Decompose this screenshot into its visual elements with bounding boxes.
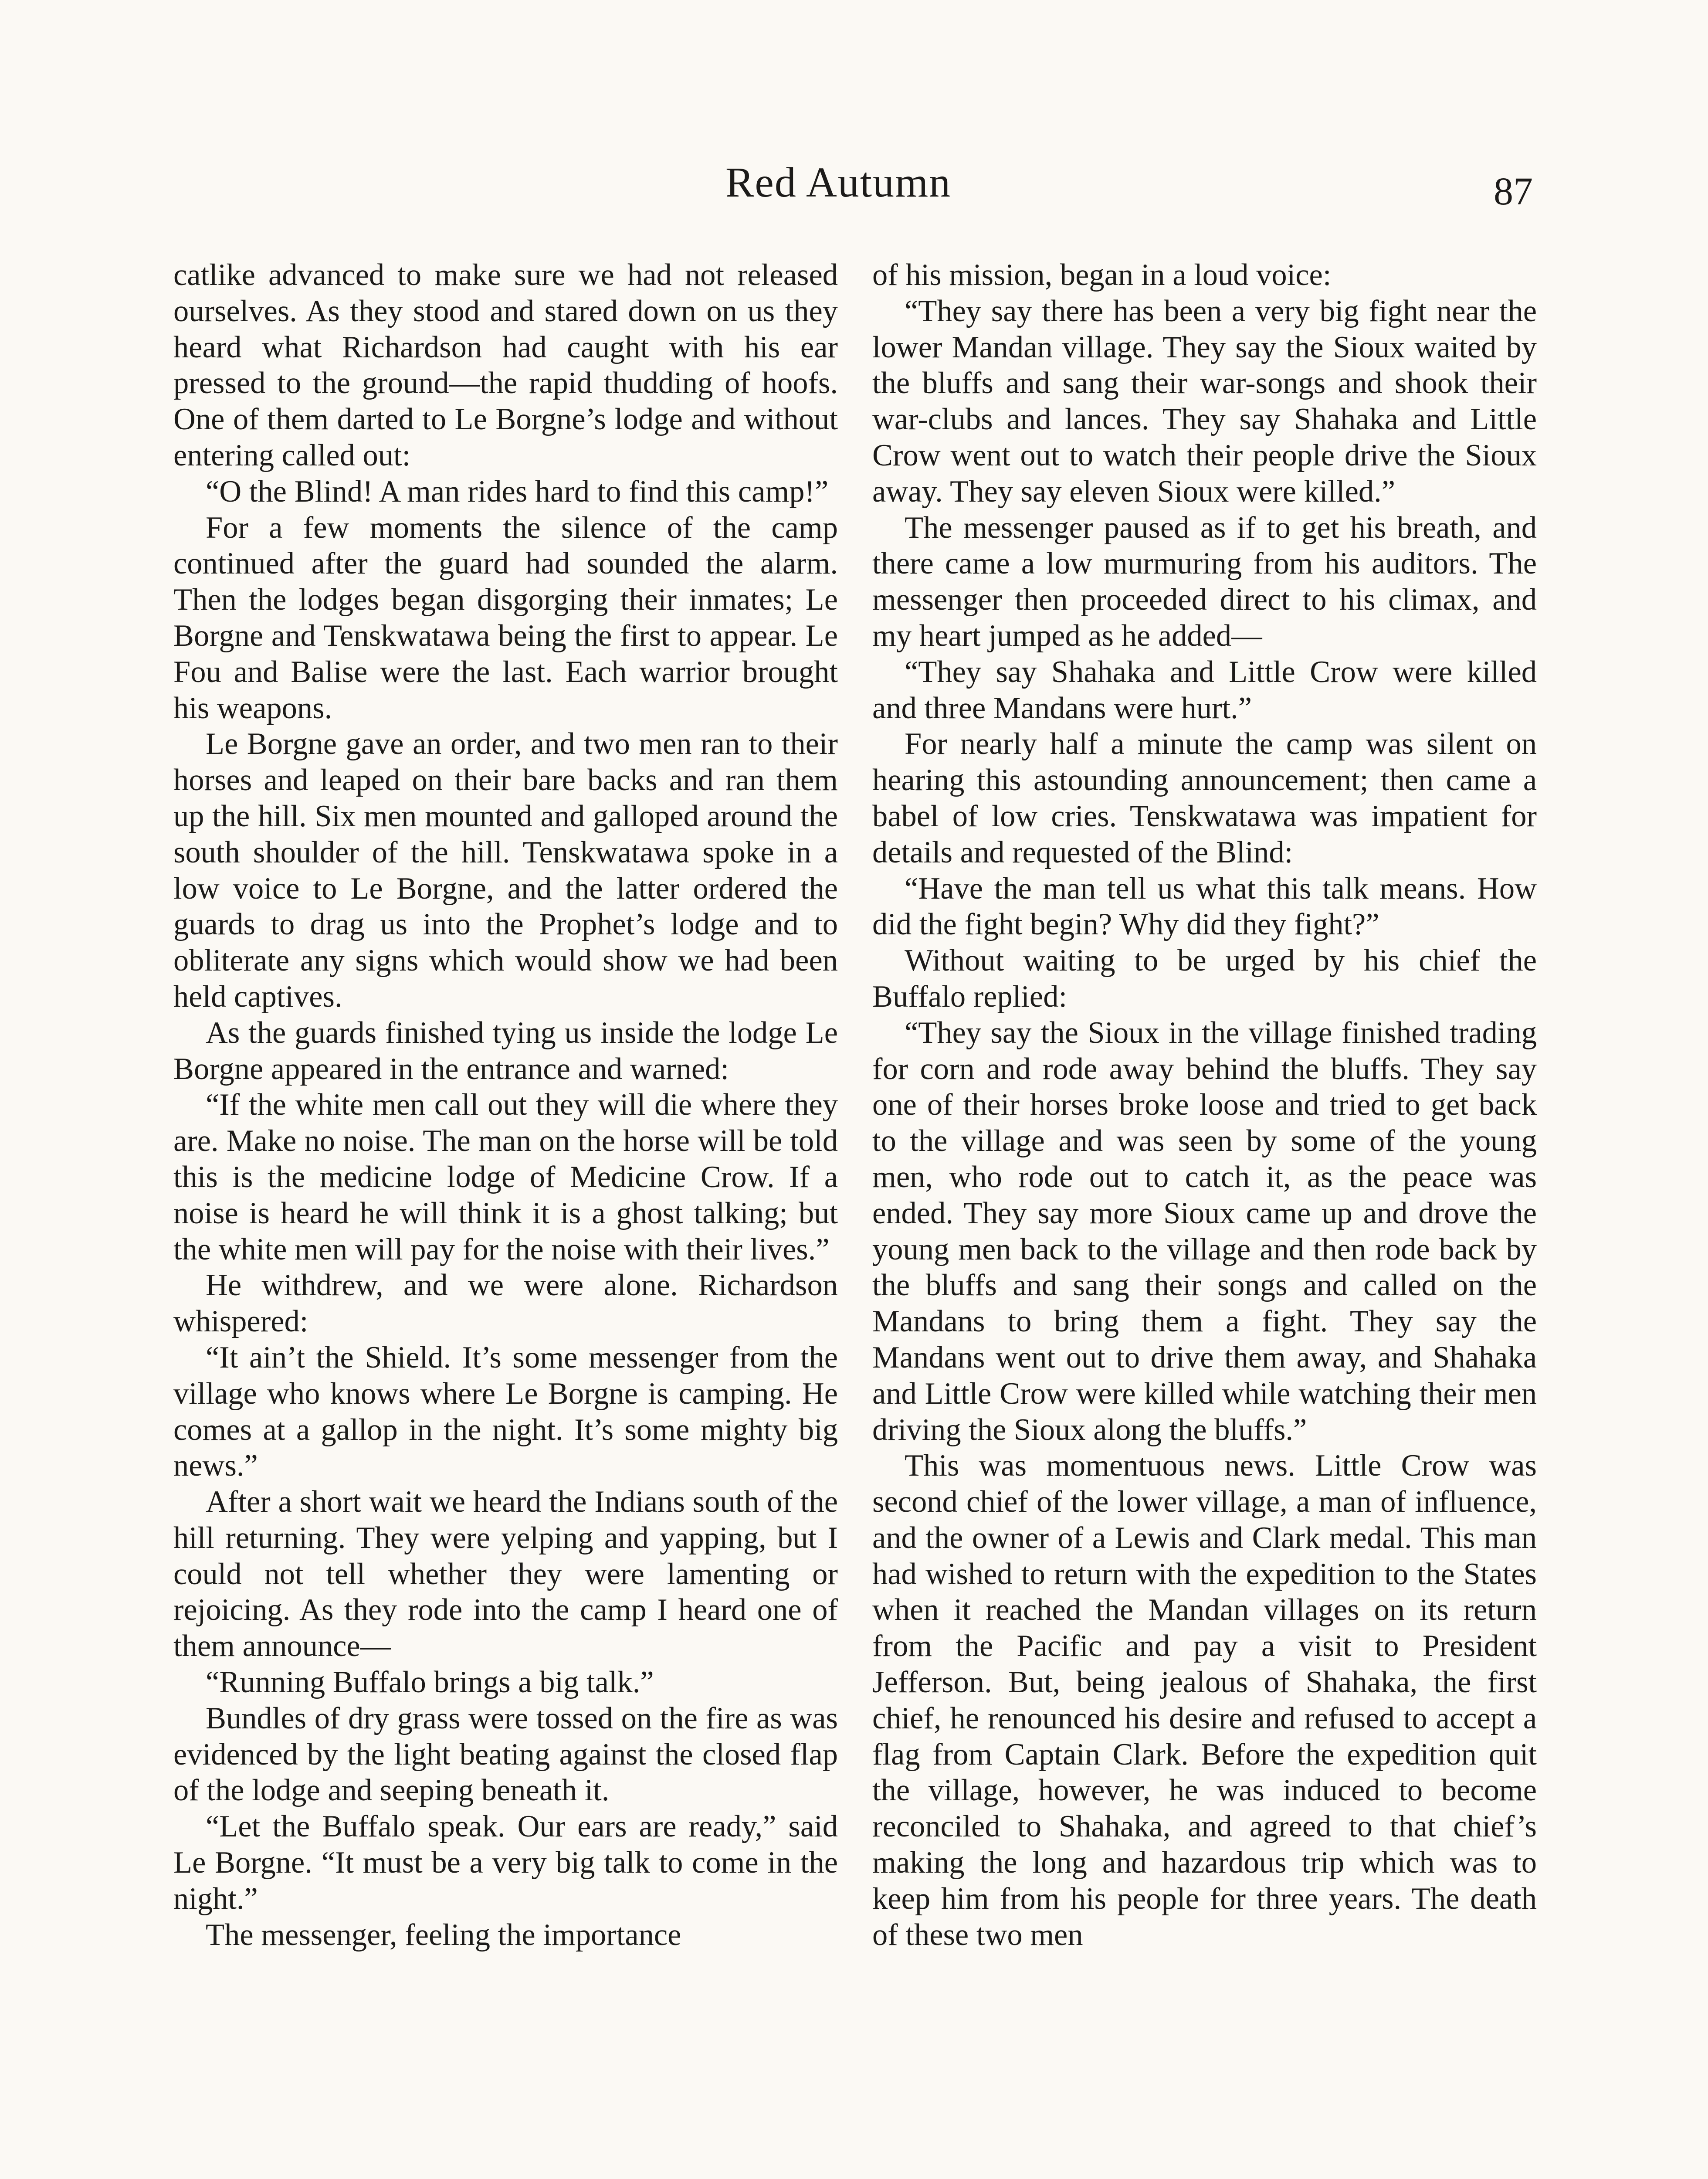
paragraph: “Let the Buffalo speak. Our ears are ready,” said Le Borgne. “It must be a very big talk to come in the night.” [173, 1809, 838, 1916]
paragraph: of his mission, began in a loud voice: [872, 258, 1332, 292]
paragraph: “Have the man tell us what this talk means. How did the fight begin? Why did they fight?” [872, 871, 1537, 942]
running-header: Red Autumn [725, 159, 952, 206]
paragraph: “If the white men call out they will die where they are. Make no noise. The man on the horse will be told this is the medicine lodge of Medicine Crow. If a noise is heard he will think it is a ghost talking; but the white men will pay for the noise with their lives.” [173, 1088, 838, 1266]
paragraph: Bundles of dry grass were tossed on the fire as was evidenced by the light beating against the closed flap of the lodge and seeping beneath it. [173, 1701, 838, 1808]
paragraph: “It ain’t the Shield. It’s some messenger from the village who knows where Le Borgne is camping. He comes at a gallop in the night. It’s some mighty big news.” [173, 1340, 838, 1483]
paragraph: Without waiting to be urged by his chief the Buffalo replied: [872, 944, 1537, 1014]
paragraph: catlike advanced to make sure we had not released ourselves. As they stood and stared down on us they heard what Richardson had caught with his ear pressed to the ground—the rapid thudding of hoofs. One of them darted to Le Borgne’s lodge and without entering called out: [173, 258, 838, 472]
paragraph: “They say there has been a very big fight near the lower Mandan village. They say the Sioux waited by the bluffs and sang their war-songs and shook their war-clubs and lances. They say Shahaka and Little Crow went out to watch their people drive the Sioux away. They say eleven Sioux were killed.” [872, 294, 1537, 509]
paragraph: For a few moments the silence of the camp continued after the guard had sounded the alarm. Then the lodges began disgorging their inmates; Le Borgne and Tenskwatawa being the first to appear. Le Fou and Balise were the last. Each warrior brought his weapons. [173, 510, 838, 725]
paragraph: This was momentuous news. Little Crow was second chief of the lower village, a man of influence, and the owner of a Lewis and Clark medal. This man had wished to return with the expedition to the States when it reached the Mandan villages on its return from the Pacific and pay a visit to President Jefferson. But, being jealous of Shahaka, the first chief, he renounced his desire and refused to accept a flag from Captain Clark. Before the expedition quit the village, however, he was induced to become reconciled to Shahaka, and agreed to that chief’s making the long and hazardous trip which was to keep him from his people for three years. The death of these two men [872, 1449, 1537, 1952]
right-column [872, 257, 1537, 2179]
left-column [173, 257, 838, 2179]
page-number: 87 [1494, 170, 1533, 213]
paragraph: The messenger, feeling the importance [206, 1918, 681, 1952]
paragraph: “O the Blind! A man rides hard to find this camp!” [206, 474, 829, 509]
paragraph: He withdrew, and we were alone. Richardson whispered: [173, 1268, 838, 1339]
paragraph: Le Borgne gave an order, and two men ran to their horses and leaped on their bare backs and ran them up the hill. Six men mounted and galloped around the south shoulder of the hill. Tenskwatawa spoke in a low voice to Le Borgne, and the latter ordered the guards to drag us into the Prophet’s lodge and to obliterate any signs which would show we had been held captives. [173, 727, 838, 1014]
paragraph: For nearly half a minute the camp was silent on hearing this astounding announcement; then came a babel of low cries. Tenskwatawa was impatient for details and requested of the Blind: [872, 727, 1537, 869]
paragraph: “They say the Sioux in the village finished trading for corn and rode away behind the bluffs. They say one of their horses broke loose and tried to get back to the village and was seen by some of the young men, who rode out to catch it, as the peace was ended. They say more Sioux came up and drove the young men back to the village and then rode back by the bluffs and sang their songs and called on the Mandans to bring them a fight. They say the Mandans went out to drive them away, and Shahaka and Little Crow were killed while watching their men driving the Sioux along the bluffs.” [872, 1015, 1537, 1447]
paragraph: “Running Buffalo brings a big talk.” [206, 1665, 654, 1700]
paragraph: As the guards finished tying us inside the lodge Le Borgne appeared in the entrance and warned: [173, 1015, 838, 1086]
paragraph: The messenger paused as if to get his breath, and there came a low murmuring from his auditors. The messenger then proceeded direct to his climax, and my heart jumped as he added— [872, 510, 1537, 653]
paragraph: After a short wait we heard the Indians south of the hill returning. They were yelping and yapping, but I could not tell whether they were lamenting or rejoicing. As they rode into the camp I heard one of them announce— [173, 1485, 838, 1663]
paragraph: “They say Shahaka and Little Crow were killed and three Mandans were hurt.” [872, 655, 1537, 725]
